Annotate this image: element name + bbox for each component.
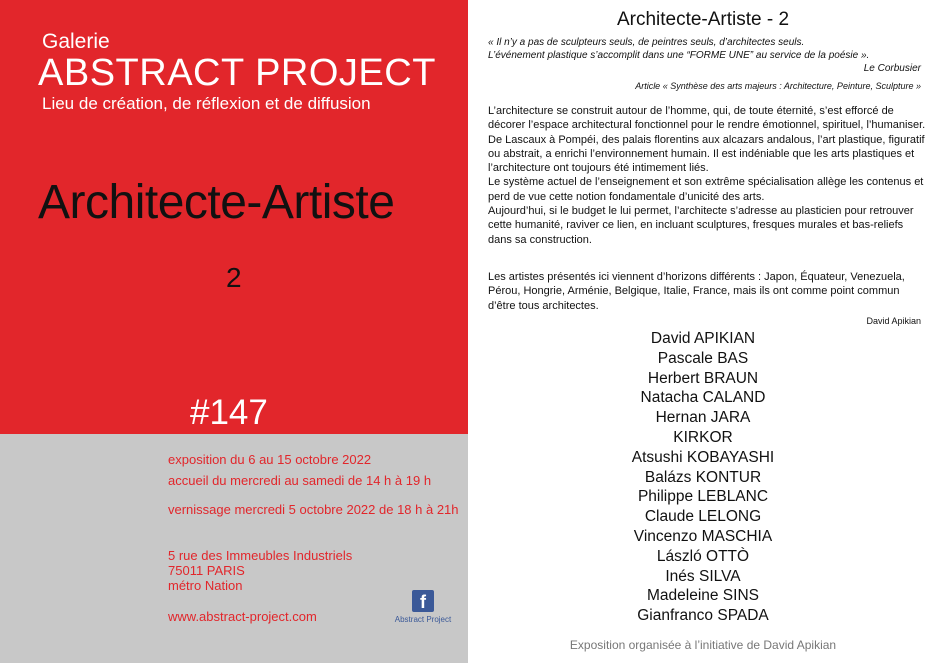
quote bbox=[488, 36, 918, 62]
vernissage: vernissage mercredi 5 octobre 2022 de 18 h à 21h bbox=[168, 502, 459, 517]
paragraph: Le système actuel de l’enseignement et son extrême spécialisation allège les contenus et perd de vue cette notion fondamentale d’unicité des arts. bbox=[488, 176, 924, 203]
artist-name: Herbert BRAUN bbox=[647, 369, 759, 387]
facebook-icon[interactable]: f bbox=[412, 590, 434, 612]
website-link[interactable]: www.abstract-project.com bbox=[168, 609, 317, 624]
info-panel bbox=[0, 434, 468, 663]
exhibition-dates: exposition du 6 au 15 octobre 2022 bbox=[168, 452, 372, 467]
header-panel bbox=[0, 0, 468, 434]
artist-name: Gianfranco SPADA bbox=[637, 607, 769, 625]
artist-name: Atsushi KOBAYASHI bbox=[631, 448, 775, 466]
artists-intro: Les artistes présentés ici viennent d’horizons différents : Japon, Équateur, Venezuela, Pérou, Hongrie, Arménie, Belgique, Italie, France, mais ils ont comme point commun d’être tous architectes. bbox=[488, 271, 905, 312]
gallery-tagline: Lieu de création, de réflexion et de diffusion bbox=[42, 94, 371, 113]
paragraph: L’architecture se construit autour de l’homme, qui, de toute éternité, s’est efforcé de décorer l’espace architectural fonctionnel pour le rendre émotionnel, spirituel, l’humaniser. bbox=[488, 105, 926, 132]
paragraph: De Lascaux à Pompéi, des palais florentins aux alcazars andalous, l’art plastique, figuratif ou abstrait, a enrichi l’environnement humain. Il est indéniable que les arts plastiques et l’architecture ont toujours été intimement liés. bbox=[488, 133, 925, 175]
artist-name: Vincenzo MASCHIA bbox=[633, 527, 773, 545]
intro-text bbox=[488, 104, 926, 247]
artist-name: Claude LELONG bbox=[644, 508, 762, 526]
address-street: 5 rue des Immeubles Industriels bbox=[168, 548, 353, 563]
exhibition-number: 2 bbox=[226, 262, 242, 293]
quote-author: Le Corbusier bbox=[863, 63, 921, 74]
quote-line: L’événement plastique s’accomplit dans une “FORME UNE” au service de la poésie ». bbox=[488, 50, 870, 61]
facebook-link[interactable] bbox=[392, 590, 454, 624]
gallery-label: Galerie bbox=[42, 30, 110, 53]
artist-name: László OTTÒ bbox=[656, 547, 750, 565]
gallery-name: ABSTRACT PROJECT bbox=[38, 52, 436, 94]
artist-name: Madeleine SINS bbox=[646, 587, 759, 605]
artist-list bbox=[468, 329, 938, 626]
text-panel bbox=[468, 0, 938, 663]
artist-name: Philippe LEBLANC bbox=[637, 488, 769, 506]
opening-hours: accueil du mercredi au samedi de 14 h à 19 h bbox=[168, 473, 432, 488]
artist-name: Hernan JARA bbox=[655, 409, 751, 427]
footer-note: Exposition organisée à l’initiative de David Apikian bbox=[569, 638, 837, 652]
issue-number: #147 bbox=[190, 393, 268, 432]
facebook-label: Abstract Project bbox=[394, 615, 452, 624]
page-title: Architecte-Artiste - 2 bbox=[616, 9, 790, 30]
metro-station: métro Nation bbox=[168, 578, 243, 593]
artist-name: David APIKIAN bbox=[650, 330, 756, 347]
article-reference: Article « Synthèse des arts majeurs : Architecture, Peinture, Sculpture » bbox=[635, 81, 921, 91]
artist-name: KIRKOR bbox=[673, 428, 733, 446]
artist-name: Inés SILVA bbox=[665, 567, 741, 585]
exhibition-title: Architecte-Artiste bbox=[38, 176, 395, 229]
address-city: 75011 PARIS bbox=[168, 563, 245, 578]
paragraph: Aujourd’hui, si le budget le lui permet, l’architecte s’adresse au plasticien pour retrouver cette humanité, raviver ce lien, en incluant sculptures, fresques murales et bas-reliefs dans sa construction. bbox=[488, 205, 914, 246]
artist-name: Natacha CALAND bbox=[640, 389, 766, 407]
artist-name: Balázs KONTUR bbox=[644, 468, 762, 486]
artist-name: Pascale BAS bbox=[657, 349, 749, 367]
quote-line: « Il n’y a pas de sculpteurs seuls, de peintres seuls, d’architectes seuls. bbox=[488, 37, 805, 48]
signature: David Apikian bbox=[866, 316, 921, 326]
